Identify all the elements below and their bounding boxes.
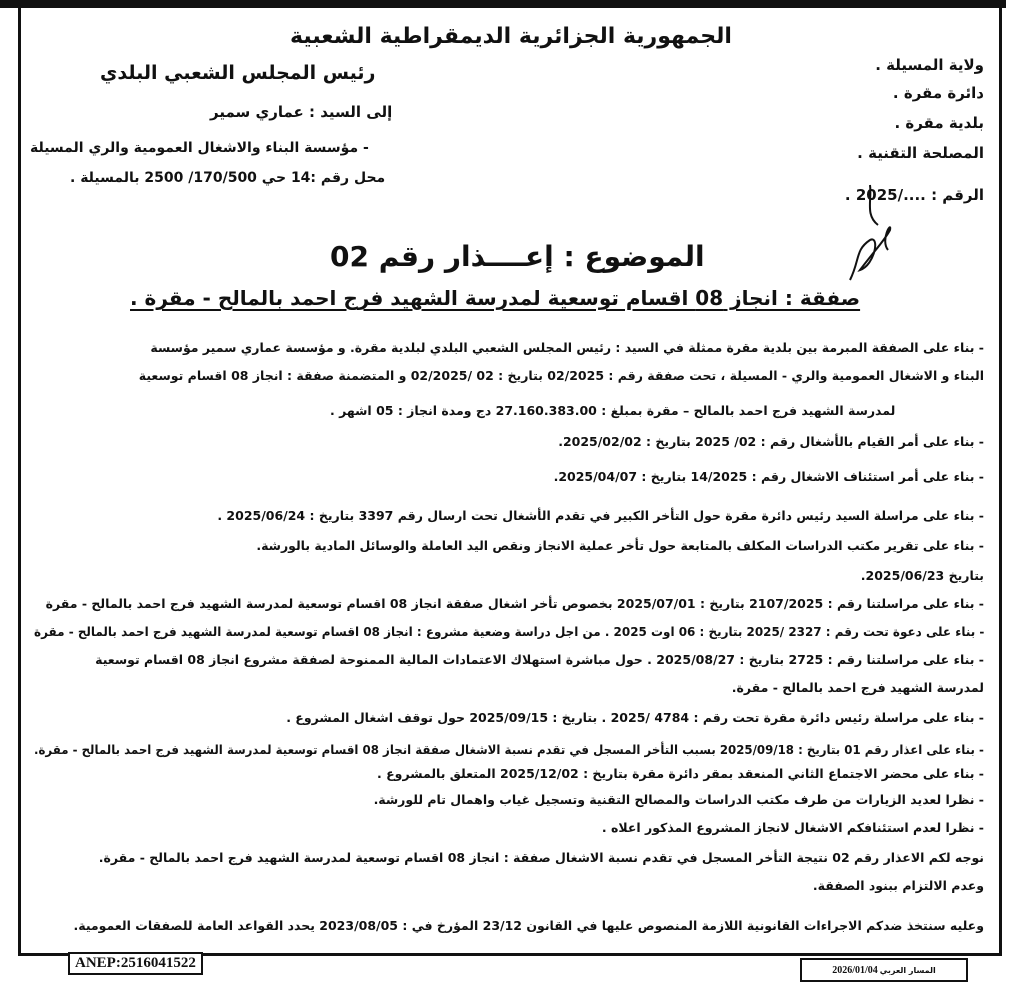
body-line: - بناء على اعذار رقم 01 بتاريخ : 2025/09/18 بسبب التأخر المسجل في تقدم نسبة الاشغال صفقة انجاز 08 اقسام توسعية لمدرسة الشهيد فرج احمد بالمالح - مقرة. — [34, 742, 984, 757]
body-line: لمدرسة الشهيد فرج احمد بالمالح – مقرة بمبلغ : 27.160.383.00 دج ومدة انجاز : 05 اشهر . — [330, 403, 896, 418]
president-title: رئيس المجلس الشعبي البلدي — [100, 62, 376, 84]
service: المصلحة التقنية . — [857, 144, 984, 162]
body-line: - بناء على مراسلتنا رقم : 2107/2025 بتاريخ : 2025/07/01 بخصوص تأخر اشغال صفقة انجاز 08 اقسام توسعية لمدرسة الشهيد فرج احمد بالمالح - مقرة — [45, 596, 984, 611]
body-line: - بناء على مراسلة رئيس دائرة مقرة تحت رقم : 4784 /2025 . بتاريخ : 2025/09/15 حول توقف اشغال المشروع . — [286, 710, 984, 725]
wilaya: ولاية المسيلة . — [875, 56, 984, 74]
recipient-company: - مؤسسة البناء والاشغال العمومية والري المسيلة — [30, 140, 369, 156]
body-line: - بناء على مراسلة السيد رئيس دائرة مقرة حول التأخر الكبير في تقدم الأشغال تحت ارسال رقم 3397 بتاريخ : 2025/06/24 . — [217, 508, 984, 523]
body-line: البناء و الاشغال العمومية والري - المسيلة ، تحت صفقة رقم : 02/2025 بتاريخ : 02 /02/2025 و المتضمنة صفقة : انجاز 08 اقسام توسعية — [138, 368, 984, 383]
publication-date: 2026/01/04 — [832, 964, 878, 976]
body-line: نوجه لكم الاعذار رقم 02 نتيجة التأخر المسجل في تقدم نسبة الاشغال صفقة : انجاز 08 اقسام توسعية لمدرسة الشهيد فرج احمد بالمالح - مقرة. — [98, 850, 984, 865]
body-line: - نظرا لعديد الزيارات من طرف مكتب الدراسات والمصالح التقنية وتسجيل غياب واهمال تام للورشة. — [373, 792, 984, 807]
newspaper-name: المسار العربي — [879, 965, 936, 975]
body-line: بتاريخ 2025/06/23. — [860, 568, 984, 583]
body-line: - بناء على دعوة تحت رقم : 2327 /2025 بتاريخ : 06 اوت 2025 . من اجل دراسة وضعية مشروع : انجاز 08 اقسام توسعية لمدرسة الشهيد فرج احمد بالمالح - مقرة — [33, 624, 984, 639]
recipient-address: محل رقم :14 حي 170/500/ 2500 بالمسيلة . — [70, 170, 386, 186]
body-line: لمدرسة الشهيد فرج احمد بالمالح - مقرة. — [731, 680, 984, 695]
subject-title: الموضوع : إعــــذار رقم 02 — [330, 240, 705, 273]
body-line: - بناء على أمر القيام بالأشغال رقم : 02/ 2025 بتاريخ : 2025/02/02. — [558, 434, 984, 449]
anep-reference: ANEP:2516041522 — [68, 952, 203, 975]
body-line: - بناء على الصفقة المبرمة بين بلدية مقرة ممثلة في السيد : رئيس المجلس الشعبي البلدي لبلدية مقرة. و مؤسسة عماري سمير مؤسسة — [150, 340, 984, 355]
baladia: بلدية مقرة . — [894, 114, 984, 132]
body-line: وعدم الالتزام ببنود الصفقة. — [812, 878, 984, 893]
body-line: - بناء على محضر الاجتماع الثاني المنعقد بمقر دائرة مقرة بتاريخ : 2025/12/02 المتعلق بالمشروع . — [377, 766, 984, 781]
body-line: وعليه سنتخذ ضدكم الاجراءات القانونية اللازمة المنصوص عليها في القانون 23/12 المؤرخ في : 2023/08/05 يحدد القواعد العامة للصفقات العمومية. — [73, 918, 984, 933]
newspaper-stamp — [800, 958, 968, 982]
recipient: إلى السيد : عماري سمير — [210, 103, 393, 121]
signature-scribble — [830, 180, 910, 300]
body-line: - بناء على تقرير مكتب الدراسات المكلف بالمتابعة حول تأخر عملية الانجاز ونقص اليد العاملة والوسائل المادية بالورشة. — [256, 538, 984, 553]
daira: دائرة مقرة . — [892, 84, 984, 102]
body-line: - بناء على مراسلتنا رقم : 2725 بتاريخ : 2025/08/27 . حول مباشرة استهلاك الاعتمادات المالية الممنوحة لصفقة مشروع انجاز 08 اقسام توسعية — [95, 652, 984, 667]
top-border — [0, 0, 1006, 8]
body-line: - بناء على أمر استئناف الاشغال رقم : 14/2025 بتاريخ : 2025/04/07. — [553, 469, 984, 484]
body-line: - نظرا لعدم استئنافكم الاشغال لانجاز المشروع المذكور اعلاه . — [601, 820, 984, 835]
reference-number: الرقم : ..../2025 . — [844, 186, 984, 204]
republic-title: الجمهورية الجزائرية الديمقراطية الشعبية — [290, 24, 732, 49]
deal-title: صفقة : انجاز 08 اقسام توسعية لمدرسة الشهيد فرج احمد بالمالح - مقرة . — [130, 286, 861, 310]
